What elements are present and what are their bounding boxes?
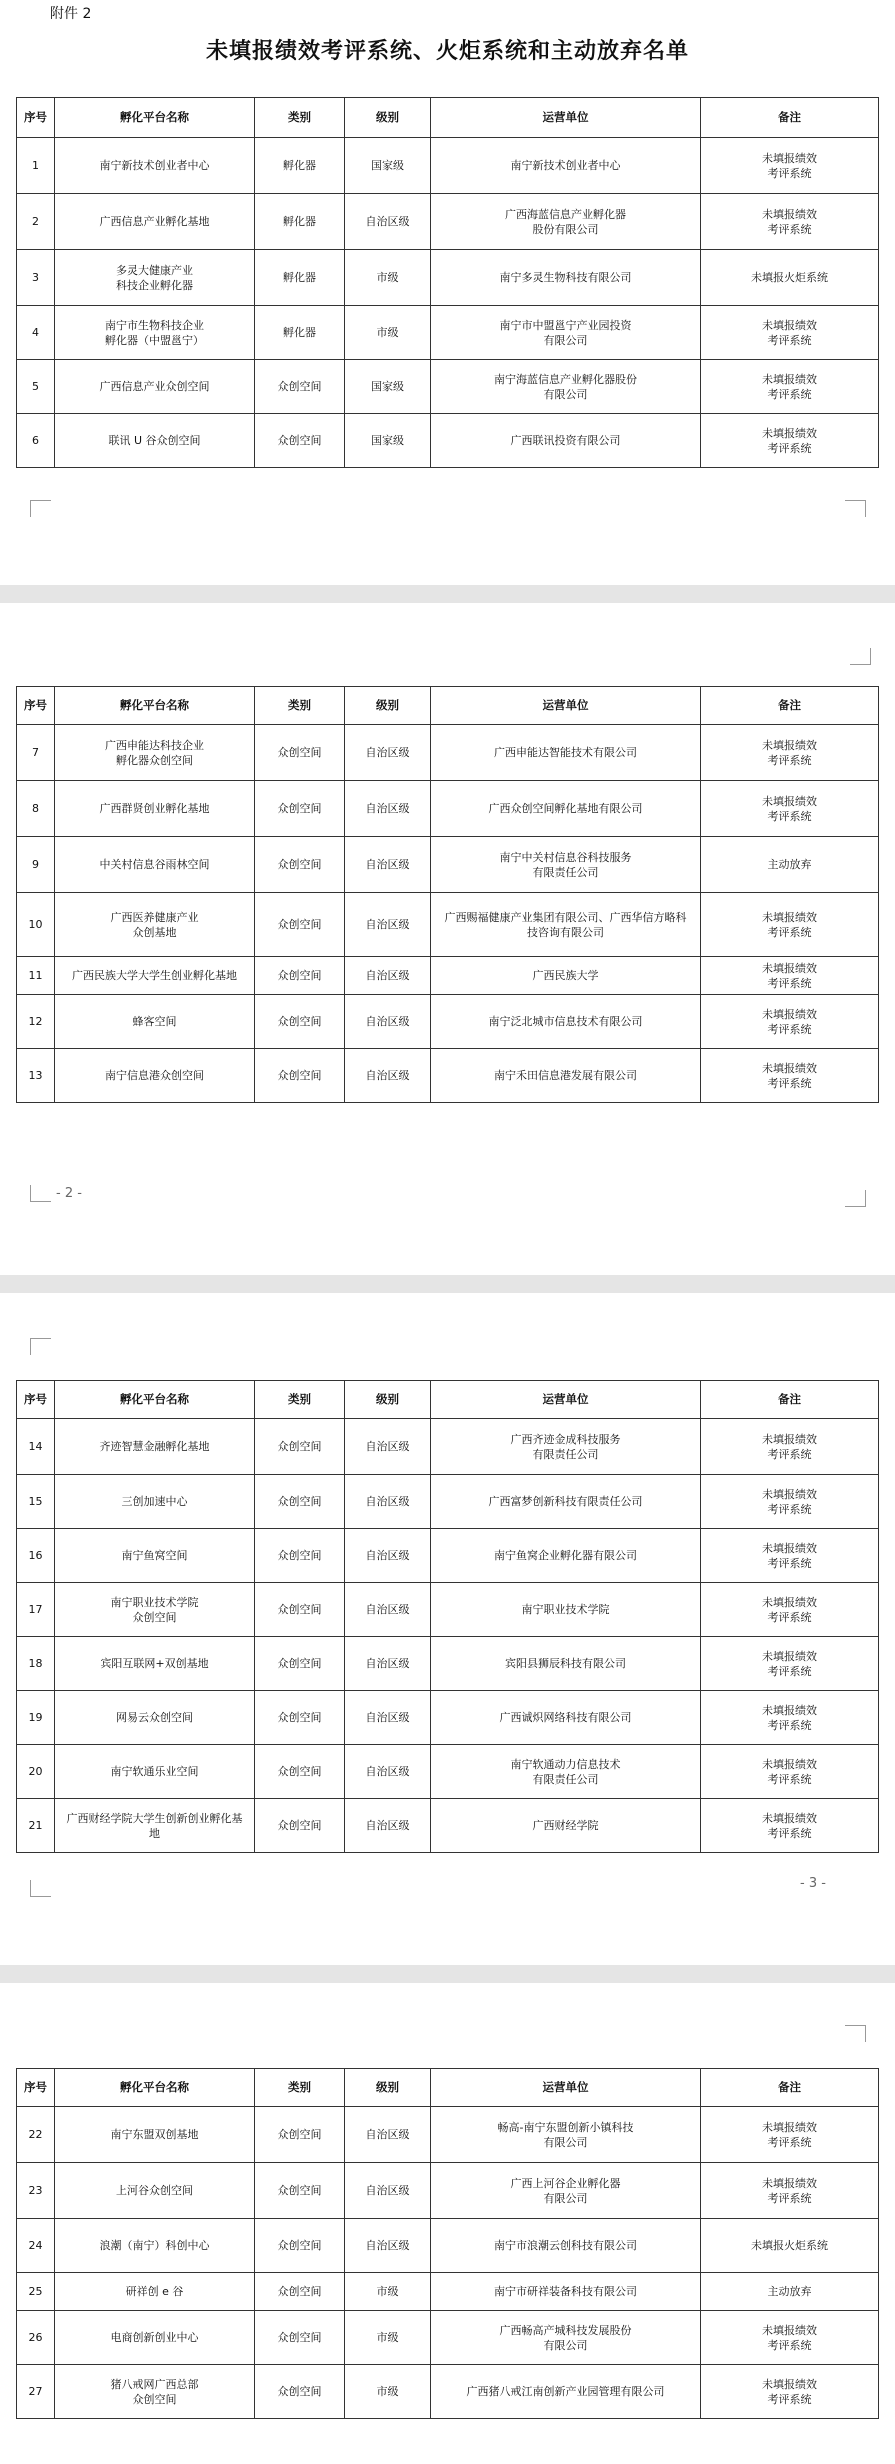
table-row	[17, 138, 879, 194]
cell-platform-name: 广西信息产业众创空间	[55, 360, 255, 414]
page-title: 未填报绩效考评系统、火炬系统和主动放弃名单	[205, 39, 689, 64]
table-row	[17, 2219, 879, 2273]
cell-index: 18	[17, 1637, 55, 1691]
header-index: 序号	[17, 2069, 55, 2107]
header-level: 级别	[345, 1381, 431, 1419]
cell-index: 21	[17, 1799, 55, 1853]
roster-table	[16, 686, 879, 1103]
cell-remarks: 未填报绩效 考评系统	[701, 2107, 879, 2163]
cell-category: 众创空间	[255, 781, 345, 837]
cell-level: 自治区级	[345, 1637, 431, 1691]
cell-platform-name: 南宁市生物科技企业 孵化器（中盟邕宁）	[55, 306, 255, 360]
corner-mark	[30, 1185, 51, 1202]
table-row	[17, 1049, 879, 1103]
cell-remarks: 未填报绩效 考评系统	[701, 781, 879, 837]
cell-level: 国家级	[345, 138, 431, 194]
cell-level: 自治区级	[345, 1419, 431, 1475]
cell-category: 众创空间	[255, 995, 345, 1049]
cell-category: 众创空间	[255, 1529, 345, 1583]
cell-level: 自治区级	[345, 837, 431, 893]
cell-remarks: 未填报绩效 考评系统	[701, 306, 879, 360]
cell-level: 自治区级	[345, 2107, 431, 2163]
cell-index: 8	[17, 781, 55, 837]
cell-platform-name: 南宁软通乐业空间	[55, 1745, 255, 1799]
cell-operator: 广西赐福健康产业集团有限公司、广西华信方略科 技咨询有限公司	[431, 893, 701, 957]
cell-platform-name: 网易云众创空间	[55, 1691, 255, 1745]
header-remarks: 备注	[701, 2069, 879, 2107]
header-index: 序号	[17, 98, 55, 138]
cell-category: 众创空间	[255, 1049, 345, 1103]
header-level: 级别	[345, 2069, 431, 2107]
cell-level: 市级	[345, 2311, 431, 2365]
cell-index: 19	[17, 1691, 55, 1745]
table-row	[17, 2273, 879, 2311]
header-remarks: 备注	[701, 687, 879, 725]
header-remarks: 备注	[701, 1381, 879, 1419]
corner-mark	[845, 2025, 866, 2042]
cell-remarks: 未填报绩效 考评系统	[701, 1419, 879, 1475]
cell-operator: 广西上河谷企业孵化器 有限公司	[431, 2163, 701, 2219]
cell-remarks: 未填报绩效 考评系统	[701, 1583, 879, 1637]
cell-category: 孵化器	[255, 138, 345, 194]
cell-level: 国家级	[345, 414, 431, 468]
table-row	[17, 1799, 879, 1853]
cell-remarks: 未填报绩效 考评系统	[701, 995, 879, 1049]
header-index: 序号	[17, 687, 55, 725]
table-header-row	[17, 1381, 879, 1419]
cell-category: 众创空间	[255, 2219, 345, 2273]
cell-index: 22	[17, 2107, 55, 2163]
cell-operator: 南宁软通动力信息技术 有限责任公司	[431, 1745, 701, 1799]
header-platform-name: 孵化平台名称	[55, 2069, 255, 2107]
cell-level: 自治区级	[345, 1529, 431, 1583]
cell-platform-name: 猪八戒网广西总部 众创空间	[55, 2365, 255, 2419]
cell-category: 众创空间	[255, 893, 345, 957]
cell-category: 众创空间	[255, 2365, 345, 2419]
corner-mark	[845, 500, 866, 517]
cell-platform-name: 广西信息产业孵化基地	[55, 194, 255, 250]
cell-index: 15	[17, 1475, 55, 1529]
corner-mark	[30, 1338, 51, 1355]
cell-level: 市级	[345, 2365, 431, 2419]
cell-remarks: 未填报绩效 考评系统	[701, 2163, 879, 2219]
cell-level: 自治区级	[345, 1049, 431, 1103]
cell-operator: 广西海蓝信息产业孵化器 股份有限公司	[431, 194, 701, 250]
cell-platform-name: 宾阳互联网+双创基地	[55, 1637, 255, 1691]
table-row	[17, 1745, 879, 1799]
cell-operator: 南宁泛北城市信息技术有限公司	[431, 995, 701, 1049]
cell-index: 12	[17, 995, 55, 1049]
header-operator: 运营单位	[431, 1381, 701, 1419]
cell-level: 市级	[345, 250, 431, 306]
header-operator: 运营单位	[431, 2069, 701, 2107]
cell-index: 23	[17, 2163, 55, 2219]
cell-category: 众创空间	[255, 957, 345, 995]
cell-remarks: 未填报绩效 考评系统	[701, 1691, 879, 1745]
cell-platform-name: 中关村信息谷雨林空间	[55, 837, 255, 893]
cell-operator: 南宁鱼窝企业孵化器有限公司	[431, 1529, 701, 1583]
cell-level: 自治区级	[345, 2163, 431, 2219]
cell-category: 众创空间	[255, 2311, 345, 2365]
cell-category: 众创空间	[255, 1475, 345, 1529]
header-category: 类别	[255, 1381, 345, 1419]
cell-operator: 广西猪八戒江南创新产业园管理有限公司	[431, 2365, 701, 2419]
cell-platform-name: 三创加速中心	[55, 1475, 255, 1529]
cell-index: 6	[17, 414, 55, 468]
cell-operator: 南宁市中盟邕宁产业园投资 有限公司	[431, 306, 701, 360]
cell-category: 众创空间	[255, 1637, 345, 1691]
table-row	[17, 414, 879, 468]
cell-platform-name: 蜂客空间	[55, 995, 255, 1049]
cell-remarks: 未填报绩效 考评系统	[701, 360, 879, 414]
cell-operator: 南宁市研祥装备科技有限公司	[431, 2273, 701, 2311]
cell-remarks: 主动放弃	[701, 2273, 879, 2311]
cell-index: 14	[17, 1419, 55, 1475]
cell-remarks: 未填报绩效 考评系统	[701, 414, 879, 468]
cell-category: 众创空间	[255, 725, 345, 781]
cell-index: 9	[17, 837, 55, 893]
header-category: 类别	[255, 98, 345, 138]
cell-operator: 畅高-南宁东盟创新小镇科技 有限公司	[431, 2107, 701, 2163]
cell-level: 市级	[345, 2273, 431, 2311]
cell-remarks: 未填报绩效 考评系统	[701, 1049, 879, 1103]
cell-level: 自治区级	[345, 893, 431, 957]
annex-label: 附件 2	[50, 6, 92, 22]
corner-mark	[30, 500, 51, 517]
table-row	[17, 2107, 879, 2163]
cell-platform-name: 广西民族大学大学生创业孵化基地	[55, 957, 255, 995]
cell-index: 11	[17, 957, 55, 995]
cell-remarks: 未填报绩效 考评系统	[701, 2365, 879, 2419]
cell-remarks: 未填报火炬系统	[701, 2219, 879, 2273]
cell-index: 26	[17, 2311, 55, 2365]
cell-category: 众创空间	[255, 1419, 345, 1475]
cell-remarks: 未填报绩效 考评系统	[701, 1475, 879, 1529]
cell-level: 国家级	[345, 360, 431, 414]
cell-index: 16	[17, 1529, 55, 1583]
cell-level: 市级	[345, 306, 431, 360]
table-row	[17, 957, 879, 995]
cell-index: 3	[17, 250, 55, 306]
table-header-row	[17, 687, 879, 725]
cell-level: 自治区级	[345, 2219, 431, 2273]
cell-category: 孵化器	[255, 194, 345, 250]
cell-remarks: 未填报绩效 考评系统	[701, 2311, 879, 2365]
cell-level: 自治区级	[345, 725, 431, 781]
cell-remarks: 未填报绩效 考评系统	[701, 893, 879, 957]
cell-operator: 宾阳县狮辰科技有限公司	[431, 1637, 701, 1691]
cell-category: 孵化器	[255, 306, 345, 360]
cell-platform-name: 研祥创 e 谷	[55, 2273, 255, 2311]
table-row	[17, 1691, 879, 1745]
cell-operator: 南宁禾田信息港发展有限公司	[431, 1049, 701, 1103]
corner-mark	[30, 1880, 51, 1897]
cell-platform-name: 广西医养健康产业 众创基地	[55, 893, 255, 957]
page-number: - 3 -	[800, 1876, 826, 1891]
cell-level: 自治区级	[345, 1799, 431, 1853]
cell-index: 7	[17, 725, 55, 781]
cell-index: 27	[17, 2365, 55, 2419]
table-row	[17, 1637, 879, 1691]
cell-remarks: 未填报绩效 考评系统	[701, 194, 879, 250]
cell-operator: 南宁中关村信息谷科技服务 有限责任公司	[431, 837, 701, 893]
table-row	[17, 2365, 879, 2419]
table-row	[17, 1419, 879, 1475]
cell-level: 自治区级	[345, 957, 431, 995]
table-row	[17, 725, 879, 781]
cell-platform-name: 上河谷众创空间	[55, 2163, 255, 2219]
cell-remarks: 未填报绩效 考评系统	[701, 1745, 879, 1799]
cell-category: 众创空间	[255, 837, 345, 893]
cell-operator: 广西财经学院	[431, 1799, 701, 1853]
cell-category: 众创空间	[255, 1745, 345, 1799]
cell-platform-name: 联讯 U 谷众创空间	[55, 414, 255, 468]
cell-operator: 南宁职业技术学院	[431, 1583, 701, 1637]
table-row	[17, 1529, 879, 1583]
cell-category: 众创空间	[255, 2273, 345, 2311]
cell-operator: 广西联讯投资有限公司	[431, 414, 701, 468]
cell-operator: 南宁海蓝信息产业孵化器股份 有限公司	[431, 360, 701, 414]
header-operator: 运营单位	[431, 98, 701, 138]
header-category: 类别	[255, 687, 345, 725]
header-platform-name: 孵化平台名称	[55, 1381, 255, 1419]
table-row	[17, 893, 879, 957]
cell-index: 25	[17, 2273, 55, 2311]
cell-platform-name: 南宁鱼窝空间	[55, 1529, 255, 1583]
table-row	[17, 250, 879, 306]
cell-platform-name: 浪潮（南宁）科创中心	[55, 2219, 255, 2273]
cell-remarks: 未填报绩效 考评系统	[701, 1529, 879, 1583]
header-index: 序号	[17, 1381, 55, 1419]
cell-index: 4	[17, 306, 55, 360]
cell-category: 众创空间	[255, 360, 345, 414]
cell-platform-name: 齐迹智慧金融孵化基地	[55, 1419, 255, 1475]
cell-index: 1	[17, 138, 55, 194]
cell-level: 自治区级	[345, 1745, 431, 1799]
cell-operator: 广西畅高产城科技发展股份 有限公司	[431, 2311, 701, 2365]
cell-category: 众创空间	[255, 2107, 345, 2163]
header-level: 级别	[345, 687, 431, 725]
cell-remarks: 主动放弃	[701, 837, 879, 893]
roster-table	[16, 1380, 879, 1853]
page-number: - 2 -	[56, 1186, 82, 1201]
header-category: 类别	[255, 2069, 345, 2107]
cell-remarks: 未填报绩效 考评系统	[701, 725, 879, 781]
cell-index: 10	[17, 893, 55, 957]
cell-category: 众创空间	[255, 1583, 345, 1637]
table-row	[17, 2311, 879, 2365]
page-separator	[0, 1275, 895, 1293]
cell-category: 众创空间	[255, 2163, 345, 2219]
header-operator: 运营单位	[431, 687, 701, 725]
cell-platform-name: 南宁新技术创业者中心	[55, 138, 255, 194]
cell-index: 17	[17, 1583, 55, 1637]
cell-category: 众创空间	[255, 1799, 345, 1853]
page-separator	[0, 1965, 895, 1983]
table-header-row	[17, 98, 879, 138]
cell-level: 自治区级	[345, 194, 431, 250]
cell-platform-name: 多灵大健康产业 科技企业孵化器	[55, 250, 255, 306]
header-platform-name: 孵化平台名称	[55, 687, 255, 725]
cell-index: 13	[17, 1049, 55, 1103]
header-platform-name: 孵化平台名称	[55, 98, 255, 138]
table-row	[17, 781, 879, 837]
cell-level: 自治区级	[345, 1475, 431, 1529]
cell-index: 5	[17, 360, 55, 414]
corner-mark	[850, 648, 871, 665]
cell-category: 众创空间	[255, 414, 345, 468]
cell-index: 20	[17, 1745, 55, 1799]
cell-remarks: 未填报绩效 考评系统	[701, 957, 879, 995]
table-row	[17, 360, 879, 414]
cell-operator: 南宁市浪潮云创科技有限公司	[431, 2219, 701, 2273]
cell-remarks: 未填报绩效 考评系统	[701, 1799, 879, 1853]
table-row	[17, 995, 879, 1049]
cell-level: 自治区级	[345, 995, 431, 1049]
cell-operator: 广西诚炽网络科技有限公司	[431, 1691, 701, 1745]
cell-operator: 广西民族大学	[431, 957, 701, 995]
table-header-row	[17, 2069, 879, 2107]
cell-remarks: 未填报绩效 考评系统	[701, 1637, 879, 1691]
cell-level: 自治区级	[345, 1691, 431, 1745]
cell-operator: 广西申能达智能技术有限公司	[431, 725, 701, 781]
cell-remarks: 未填报绩效 考评系统	[701, 138, 879, 194]
cell-platform-name: 广西财经学院大学生创新创业孵化基 地	[55, 1799, 255, 1853]
table-row	[17, 837, 879, 893]
corner-mark	[845, 1190, 866, 1207]
cell-operator: 广西富梦创新科技有限责任公司	[431, 1475, 701, 1529]
cell-operator: 广西众创空间孵化基地有限公司	[431, 781, 701, 837]
cell-level: 自治区级	[345, 1583, 431, 1637]
table-row	[17, 1583, 879, 1637]
cell-category: 孵化器	[255, 250, 345, 306]
roster-table	[16, 97, 879, 468]
cell-operator: 广西齐迹金成科技服务 有限责任公司	[431, 1419, 701, 1475]
cell-platform-name: 广西群贤创业孵化基地	[55, 781, 255, 837]
cell-platform-name: 南宁信息港众创空间	[55, 1049, 255, 1103]
cell-index: 2	[17, 194, 55, 250]
cell-index: 24	[17, 2219, 55, 2273]
page-separator	[0, 585, 895, 603]
table-row	[17, 1475, 879, 1529]
cell-remarks: 未填报火炬系统	[701, 250, 879, 306]
table-row	[17, 2163, 879, 2219]
cell-platform-name: 电商创新创业中心	[55, 2311, 255, 2365]
cell-platform-name: 广西申能达科技企业 孵化器众创空间	[55, 725, 255, 781]
cell-platform-name: 南宁职业技术学院 众创空间	[55, 1583, 255, 1637]
header-level: 级别	[345, 98, 431, 138]
cell-operator: 南宁新技术创业者中心	[431, 138, 701, 194]
roster-table	[16, 2068, 879, 2419]
header-remarks: 备注	[701, 98, 879, 138]
cell-platform-name: 南宁东盟双创基地	[55, 2107, 255, 2163]
table-row	[17, 306, 879, 360]
cell-category: 众创空间	[255, 1691, 345, 1745]
cell-operator: 南宁多灵生物科技有限公司	[431, 250, 701, 306]
cell-level: 自治区级	[345, 781, 431, 837]
table-row	[17, 194, 879, 250]
